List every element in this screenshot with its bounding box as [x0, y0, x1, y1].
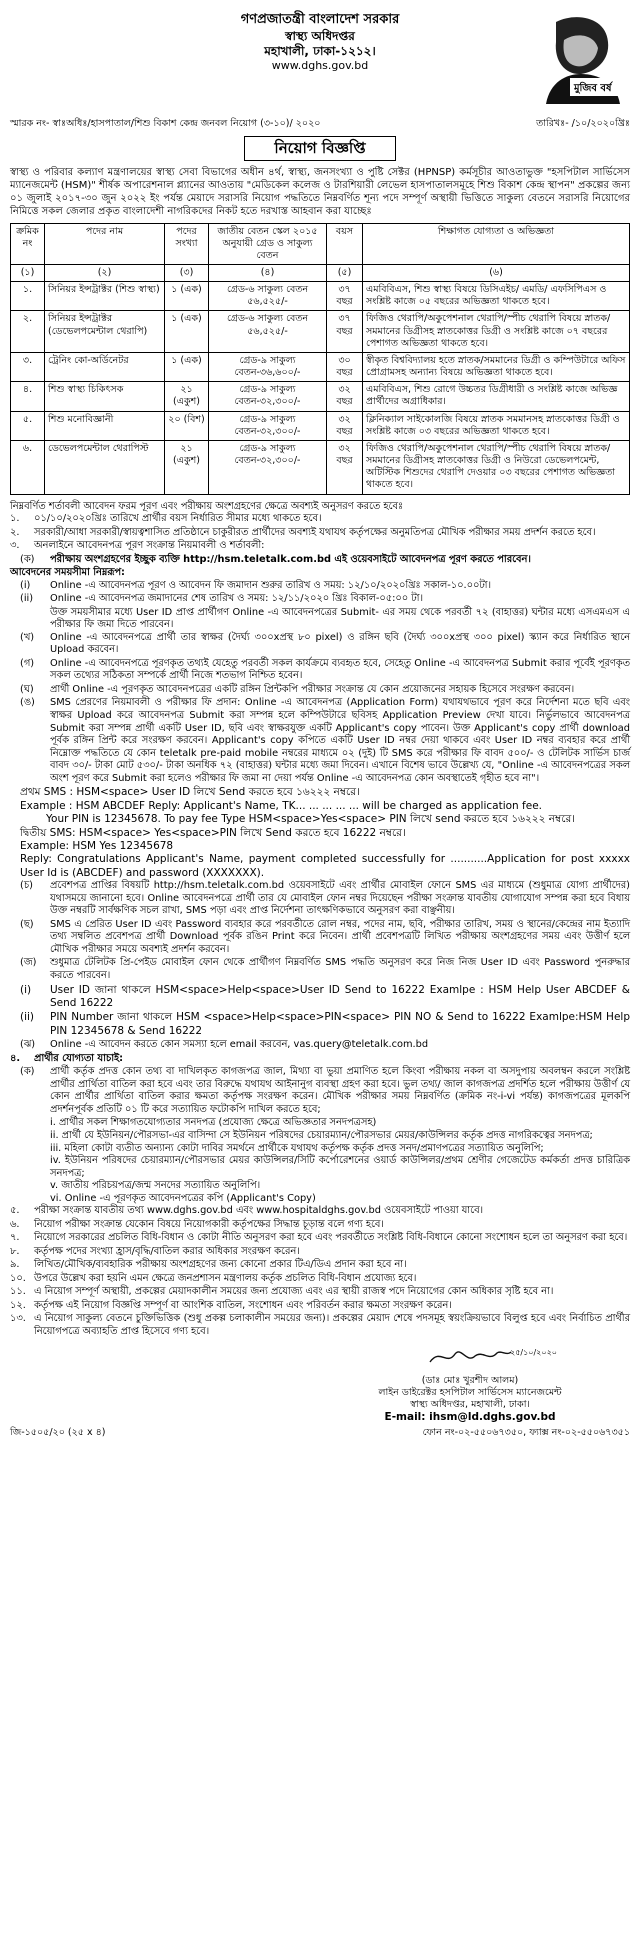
cell-age: ৩২ বছর: [327, 411, 363, 440]
col-index: (৩): [165, 265, 209, 282]
table-header-row: [11, 223, 630, 264]
cell-sl: ১.: [11, 282, 45, 311]
cell-age: ৩২ বছর: [327, 382, 363, 411]
cell-age: ৩৭ বছর: [327, 311, 363, 352]
condition-item: ১২. কর্তৃপক্ষ এই নিয়োগ বিজ্ঞপ্তি সম্পূর্ণ বা আংশিক বাতিল, সংশোধন এবং পরিবর্তন করার ক্ষমতা সংরক্ষণ করেন।: [10, 1299, 452, 1311]
condition-subitem: (চ) প্রবেশপত্র প্রাপ্তির বিষয়টি http://hsm.teletalk.com.bd ওয়েবসাইটে এবং প্রার্থীর মোবাইল ফোনে SMS এর মাধ্যমে (শুধুমাত্র যোগ্য প্রার্থীদের) যথাসময়ে জানানো হবে। Online আবেদনপত্রে প্রার্থী তার যে মোবাইল ফোন নম্বর দিয়েছেন পরীক্ষা সংক্রান্ত যাবতীয় যোগাযোগ সম্পন্ন করা হবে বিধায় উক্ত নম্বরটি সার্বক্ষণিক সচল রাখা, SMS পড়া এবং প্রাপ্ত নির্দেশনা তাৎক্ষণিকভাবে অনুসরণ করা বাঞ্ছনীয়।: [20, 880, 630, 917]
website: www.dghs.gov.bd: [271, 59, 369, 73]
signatory-name: (ডাঃ মোঃ খুরশীদ আলম): [421, 1374, 519, 1386]
condition-subitem: (ক) পরীক্ষায় অংশগ্রহণের ইচ্ছুক ব্যক্তি http://hsm.teletalk.com.bd এই ওয়েবসাইটে আবেদনপত্র পূরণ করতে পারবেন।: [20, 553, 531, 565]
logo-text: মুজিব বর্ষ: [574, 83, 612, 94]
cell-post: সিনিয়র ইন্সট্রাক্টর (ডেভেলপমেন্টাল থেরাপি): [45, 311, 165, 352]
cell-grade: গ্রেড-৬ সাকুল্য বেতন ৫৬,৫২৫/-: [209, 282, 327, 311]
col-index: (৪): [209, 265, 327, 282]
table-row: [11, 382, 630, 411]
cell-sl: ৩.: [11, 352, 45, 381]
condition-item: ২. সরকারী/আধা সরকারী/স্বায়ত্বশাসিত প্রতিষ্ঠানে চাকুরীরত প্রার্থীদের অবশ্যই যথাযথ কর্তৃপক্ষের অনুমতিপত্র মৌখিক পরীক্ষার সময় প্রদর্শন করতে হবে।: [10, 526, 596, 538]
condition-item: ৭. নিয়োগে সরকারের প্রচলিত বিধি-বিধান ও কোটা নীতি অনুসরণ করা হবে এবং পরবর্তীতে সংশ্লিষ্ট বিধি-বিধানে কোনো সংশোধন হলে তা অনুসরণ করা হবে।: [10, 1232, 628, 1244]
table-row: [11, 352, 630, 381]
cell-post: ট্রেনিং কো-অর্ডিনেটর: [45, 352, 165, 381]
sms1-pin: Your PIN is 12345678. To pay fee Type HSM<space>Yes<space> PIN লিখে send করতে হবে ১৬২২২ নম্বরে।: [46, 813, 575, 826]
schedule-title: আবেদনের সময়সীমা নিম্নরূপ:: [10, 567, 125, 579]
condition-item: ৩. অনলাইনে আবেদনপত্র পূরণ সংক্রান্ত নিয়মাবলী ও শর্তাবলী:: [10, 540, 265, 552]
cell-count: ১ (এক): [165, 282, 209, 311]
condition-subitem: (ক) প্রার্থী কর্তৃক প্রদত্ত কোন তথ্য বা দাখিলকৃত কাগজপত্র জাল, মিথ্যা বা ভুয়া প্রমাণিত হলে কিংবা পরীক্ষায় নকল বা অসদুপায় অবলম্বন করলে সংশ্লিষ্ট প্রার্থীর প্রার্থিতা বাতিল করা হবে এবং তার বিরুদ্ধে যথাযথ আইনানুগ ব্যবস্থা গ্রহণ করা হবে। ভুল তথ্য/ জাল কাগজপত্র প্রদর্শিত হলে পরীক্ষায় উত্তীর্ণ যে কোন প্রার্থীর প্রার্থিতা বাতিল করার ক্ষমতা কর্তৃপক্ষ সংরক্ষণ করেন। মৌখিক পরীক্ষার সময় নিম্নবর্ণিত (ক্রমিক নং-i-vi পর্যন্ত) কাগজপত্রের মূলকপি প্রদর্শনপূর্বক প্রতিটি ০১ টি করে সত্যায়িত ফটোকপি দাখিল করতে হবে;: [20, 1066, 630, 1115]
col-header: জাতীয় বেতন স্কেল ২০১৫ অনুযায়ী গ্রেড ও সাকুল্য বেতন: [209, 223, 327, 264]
cell-qualification: এমবিবিএস, শিশু রোগে উচ্চতর ডিগ্রীধারী ও সংশ্লিষ্ট কাজে অভিজ্ঞ প্রার্থীদের অগ্রাধিকার।: [363, 382, 630, 411]
table-index-row: [11, 265, 630, 282]
cell-grade: গ্রেড-৬ সাকুল্য বেতন ৫৬,৫২৫/-: [209, 311, 327, 352]
schedule-item: (i) Online -এ আবেদনপত্র পূরণ ও আবেদন ফি জমাদান শুরুর তারিখ ও সময়: ১২/১০/২০২০খ্রিঃ সকাল-১০.০০টা।: [20, 579, 492, 591]
cell-qualification: স্বীকৃত বিশ্ববিদ্যালয় হতে স্নাতক/সমমানের ডিগ্রী ও কম্পিউটারে অফিস প্রোগ্রামসহ অন্যান্য বিষয়ে অভিজ্ঞতা থাকতে হবে।: [363, 352, 630, 381]
cell-grade: গ্রেড-৯ সাকুল্য বেতন-৩২,৩০০/-: [209, 440, 327, 494]
notice-date: তারিখঃ- /১০/২০২০খ্রিঃ: [536, 118, 630, 129]
intro-paragraph: স্বাস্থ্য ও পরিবার কল্যাণ মন্ত্রণালয়ের স্বাস্থ্য সেবা বিভাগের অধীন ৪র্থ, স্বাস্থ্য, জনসংখ্যা ও পুষ্টি সেক্টর (HPNSP) কর্মসূচীর আওতাভুক্ত "হসপিটাল সার্ভিসেস ম্যানেজমেন্ট (HSM)" শীর্ষক অপারেশনাল প্ল্যানের আওতায় "মেডিকেল কলেজ ও টারশিয়ারী লেভেল হাসপাতালসমূহে শিশু বিকাশ কেন্দ্র স্থাপন" প্রকল্পের জন্য ০১ জুলাই ২০১৭-৩০ জুন ২০২২ ইং পর্যন্ত মেয়াদে সরাসরি নিয়োগ পদ্ধতিতে নিম্নবর্ণিত শূন্য পদে সম্পূর্ণ অস্থায়ী ভিত্তিতে সাকুল্য বেতনে সরাসরি নিয়োগের নিমিত্তে সকল জেলার প্রকৃত বাংলাদেশী নাগরিকদের নিকট হতে দরখাস্ত আহবান করা যাচ্ছেঃ: [10, 167, 630, 217]
condition-subitem: (ঙ) SMS প্রেরণের নিয়মাবলী ও পরীক্ষার ফি প্রদান: Online -এ আবেদনপত্র (Application Form) যথাযথভাবে পূরণ করে নির্দেশনা মতে ছবি এবং স্বাক্ষর Upload করে আবেদনপত্র Submit করা সম্পন্ন হলে কম্পিউটারে ছবিসহ Application Preview দেখা যাবে। নির্ভুলভাবে আবেদনপত্র Submit করা সম্পন্ন প্রার্থী একটি User ID, ছবি এবং স্বাক্ষরযুক্ত একটি Applicant's copy পাবেন। উক্ত Applicant's copy প্রার্থী download পূর্বক রঙ্গিন প্রিন্ট করে সংরক্ষণ করবেন। Applicant's copy কপিতে একটি User ID নম্বর দেয়া থাকবে এবং User ID নম্বর ব্যবহার করে প্রার্থী নিম্নোক্ত পদ্ধতিতে যে কোন teletalk pre-paid mobile নম্বরের মাধ্যমে ০২ (দুই) টি SMS করে পরীক্ষার ফি বাবদ ৫০০/- ও টেলিটক সার্ভিস চার্জ বাবদ ৩০/- টাকা মোট ৫৩০/- টাকা অনধিক ৭২ (বাহাত্তর) ঘন্টার মধ্যে জমা দিবেন। এখানে বিশেষ ভাবে উল্লেখ্য যে, "Online -এ আবেদনপত্রের সকল অংশ পূরণ করে Submit করা হলেও পরীক্ষার ফি জমা না দেয়া পর্যন্ত Online -এ আবেদনপত্র কোন অবস্থাতেই গৃহীত হবে না"।: [20, 697, 630, 784]
department-name: স্বাস্থ্য অধিদপ্তর: [285, 28, 355, 43]
condition-subitem: (ঘ) প্রার্থী Online -এ পূরণকৃত আবেদনপত্রের একটি রঙ্গিন প্রিন্টকপি পরীক্ষার সংক্রান্ত যে কোন প্রয়োজনের সহায়ক হিসেবে সংরক্ষণ করবেন।: [20, 683, 575, 695]
condition-item: ১৩. এ নিয়োগ সাকুল্য বেতনে চুক্তিভিত্তিক (শুধু প্রকল্প চলাকালীন সময়ের জন্য)। প্রকল্পের মেয়াদ শেষে পদসমূহ স্বয়ংক্রিয়ভাবে বিলুপ্ত হবে এবং নির্বাচিত প্রার্থীর নিয়োগপত্রে অব্যাহতি প্রাপ্ত হিসেবে গণ্য হবে।: [10, 1313, 630, 1337]
cell-grade: গ্রেড-৯ সাকুল্য বেতন-৩২,৩০০/-: [209, 382, 327, 411]
col-header: পদের নাম: [45, 223, 165, 264]
signatory-office: স্বাস্থ্য অধিদপ্তর, মহাখালী, ঢাকা।: [410, 1398, 530, 1410]
col-header: শিক্ষাগত যোগ্যতা ও অভিজ্ঞতা: [363, 223, 630, 264]
notice-title: নিয়োগ বিজ্ঞপ্তি: [244, 136, 396, 161]
cell-grade: গ্রেড-৯ সাকুল্য বেতন-৩২,৩০০/-: [209, 411, 327, 440]
signature-block: [310, 1344, 630, 1424]
mujib-borsho-logo-icon: [536, 12, 626, 104]
col-index: (৫): [327, 265, 363, 282]
col-index: (২): [45, 265, 165, 282]
signature-date: ২৫/১০/২০২০: [510, 1348, 557, 1358]
footer-code: জি-১৫০৫/২০ (২৫ x ৪): [10, 1426, 106, 1438]
condition-item: ৪. প্রার্থীর যোগ্যতা যাচাই:: [10, 1052, 124, 1064]
conditions-intro: নিম্নবর্ণিত শর্তাবলী আবেদন ফরম পূরণ এবং পরীক্ষায় অংশগ্রহণের ক্ষেত্রে অবশ্যই অনুসরণ করতে হবেঃ: [10, 500, 404, 512]
condition-item: ৬. নিয়োগ পরীক্ষা সংক্রান্ত যেকোন বিষয়ে নিয়োগকারী কর্তৃপক্ষের সিদ্ধান্ত চূড়ান্ত বলে গণ্য হবে।: [10, 1218, 384, 1230]
cell-qualification: ফিজিও থেরাপি/অকুপেশনাল থেরাপি/স্পীচ থেরাপি বিষয়ে স্নাতক/সমমানের ডিগ্রীসহ স্নাতকোত্তর ডিগ্রী ও সংশ্লিষ্ট কাজে ০৭ বছরের পেশাগত অভিজ্ঞতা থাকতে হবে।: [363, 311, 630, 352]
table-row: [11, 411, 630, 440]
condition-item: ৮. কর্তৃপক্ষ পদের সংখ্যা হ্রাস/বৃদ্ধি/বাতিল করার অধিকার সংরক্ষণ করেন।: [10, 1245, 300, 1257]
cell-qualification: ক্লিনিক্যাল সাইকোলজি বিষয়ে স্নাতক সমমানসহ স্নাতকোত্তর ডিগ্রী ও সংশ্লিষ্ট কাজে ০৩ বছরের অভিজ্ঞতা থাকতে হবে।: [363, 411, 630, 440]
condition-subitem: (খ) Online -এ আবেদনপত্রে প্রার্থী তার স্বাক্ষর (দৈর্ঘ্য ৩০০xপ্রস্থ ৮০ pixel) ও রঙ্গিন ছবি (দৈর্ঘ্য ৩০০xপ্রস্থ ৩০০ pixel) স্ক্যান করে নির্ধারিত স্থানে Upload করবেন।: [20, 631, 630, 656]
sms2-example: Example: HSM Yes 12345678: [20, 839, 174, 852]
conditions-section: [10, 501, 630, 1339]
cell-sl: ৪.: [11, 382, 45, 411]
col-header: বয়স: [327, 223, 363, 264]
cell-count: ১ (এক): [165, 311, 209, 352]
condition-item: ৫. পরীক্ষা সংক্রান্ত যাবতীয় তথ্য www.dghs.gov.bd এবং www.hospitaldghs.gov.bd ওয়েবসাইটে পাওয়া যাবে।: [10, 1205, 484, 1217]
footer: [10, 1427, 630, 1439]
col-index: (১): [11, 265, 45, 282]
col-header: ক্রমিক নং: [11, 223, 45, 264]
cell-grade: গ্রেড-৯ সাকুল্য বেতন-৩৬,৬০০/-: [209, 352, 327, 381]
document-list: [10, 1117, 630, 1205]
list-item: ii. প্রার্থী যে ইউনিয়ন/পৌরসভা-এর বাসিন্দা সে ইউনিয়ন পরিষদের চেয়ারম্যান/পৌরসভার মেয়র/কাউন্সিলর কর্তৃক প্রদত্ত নাগরিকত্বের সনদপত্র;: [50, 1129, 593, 1141]
recovery-item: (i) User ID জানা থাকলে HSM<space>Help<space>User ID Send to 16222 Examlpe : HSM Help User ABCDEF & Send 16222: [20, 983, 630, 1009]
cell-count: ২১ (একুশ): [165, 440, 209, 494]
cell-post: সিনিয়র ইন্সট্রাক্টর (শিশু স্বাস্থ্য): [45, 282, 165, 311]
table-row: [11, 282, 630, 311]
sms2-reply: Reply: Congratulations Applicant's Name, payment completed successfully for ...........Application for post xxxxx User Id is (ABCDEF) and password (XXXXXXX).: [20, 853, 630, 879]
condition-item: ১১. এ নিয়োগ সম্পূর্ণ অস্থায়ী, প্রকল্পের মেয়াদকালীন সময়ের জন্য প্রযোজ্য এবং এর স্থায়ী রাজস্ব পদে নিয়োগের কোন অধিকার সৃষ্টি হবে না।: [10, 1286, 554, 1298]
cell-count: ১ (এক): [165, 352, 209, 381]
sms1-example: Example : HSM ABCDEF Reply: Applicant's Name, TK... ... ... ... ... will be charged as application fee.: [20, 799, 542, 812]
list-item: iii. মহিলা কোটা ব্যতীত অন্যান্য কোটা দাবির সমর্থনে প্রার্থীকে যথাযথ কর্তৃপক্ষ কর্তৃক প্রদত্ত সনদ/প্রমাণপত্রের সত্যায়িত অনুলিপি;: [50, 1142, 544, 1154]
list-item: v. জাতীয় পরিচয়পত্র/জন্ম সনদের সত্যায়িত অনুলিপি।: [50, 1180, 261, 1192]
cell-sl: ৬.: [11, 440, 45, 494]
condition-item: ৯. লিখিত/মৌখিক/ব্যবহারিক পরীক্ষায় অংশগ্রহণের জন্য কোনো প্রকার টিএ/ডিএ প্রদান করা হবে না।: [10, 1259, 407, 1271]
signatory-email: E-mail: ihsm@ld.dghs.gov.bd: [384, 1411, 556, 1424]
govt-name: গণপ্রজাতন্ত্রী বাংলাদেশ সরকার: [240, 12, 400, 27]
condition-item: ১. ০১/১০/২০২০খ্রিঃ তারিখে প্রার্থীর বয়স নির্ধারিত সীমার মধ্যে থাকতে হবে।: [10, 513, 322, 525]
col-header: পদের সংখ্যা: [165, 223, 209, 264]
condition-subitem: (ঝ) Online -এ আবেদন করতে কোন সমস্যা হলে email করবেন, vas.query@teletalk.com.bd: [20, 1039, 429, 1051]
cell-sl: ২.: [11, 311, 45, 352]
condition-subitem: (ছ) SMS এ প্রেরিত User ID এবং Password ব্যবহার করে পরবর্তীতে রোল নম্বর, পদের নাম, ছবি, পরীক্ষার তারিখ, সময় ও স্থানের/কেন্দ্রের নাম ইত্যাদি তথ্য সম্বলিত প্রবেশপত্র প্রার্থী Download পূর্বক রঙিন Print করে নিবেন। প্রার্থী প্রবেশপত্রটি লিখিত পরীক্ষায় অংশগ্রহণের সময় এবং উত্তীর্ণ হলে মৌখিক পরীক্ষার সময়ে অবশ্যই প্রদর্শন করবেন।: [20, 918, 630, 955]
list-item: iv. ইউনিয়ন পরিষদের চেয়ারম্যান/পৌরসভার মেয়র কাউন্সিলর/সিটি কর্পোরেশনের ওয়ার্ড কাউন্সিলর/প্রথম শ্রেণীর গেজেটেড কর্মকর্তা প্রদত্ত চারিত্রিক সনদপত্র;: [50, 1155, 630, 1179]
list-item: i. প্রার্থীর সকল শিক্ষাগতযোগ্যতার সনদপত্র (প্রযোজ্য ক্ষেত্রে অভিজ্ঞতার সনদপত্রসহ): [50, 1117, 377, 1129]
table-row: [11, 440, 630, 494]
cell-age: ৩২ বছর: [327, 440, 363, 494]
cell-post: শিশু মনোবিজ্ঞানী: [45, 411, 165, 440]
sms1-label: প্রথম SMS : HSM<space> User ID লিখে Send করতে হবে ১৬২২২ নম্বরে।: [20, 786, 360, 799]
schedule-item: (ii) Online -এ আবেদনপত্র জমাদানের শেষ তারিখ ও সময়: ১২/১১/২০২০ খ্রিঃ বিকাল-০৫:০০ টা।: [20, 593, 423, 605]
condition-subitem: (জ) শুধুমাত্র টেলিটক প্রি-পেইড মোবাইল ফোন থেকে প্রার্থীগণ নিম্নবর্ণিত SMS পদ্ধতি অনুসরণ করে নিজ নিজ User ID এবং Password পুনরুদ্ধার করতে পারবেন।: [20, 957, 630, 981]
schedule-note: উক্ত সময়সীমার মধ্যে User ID প্রাপ্ত প্রার্থীগণ Online -এ আবেদনপত্রের Submit- এর সময় থেকে পরবর্তী ৭২ (বাহাত্তর) ঘন্টার মধ্যে এসএমএস এ পরীক্ষার ফি জমা দিতে পারবেন।: [50, 606, 630, 631]
signatory-designation: লাইন ডাইরেক্টর হসপিটাল সার্ভিসেস ম্যানেজমেন্ট: [378, 1386, 562, 1398]
sms2-label: দ্বিতীয় SMS: HSM<space> Yes<space>PIN লিখে Send করতে হবে 16222 নম্বরে।: [20, 826, 406, 839]
posts-table: [10, 223, 630, 495]
notice-page: [10, 0, 630, 1439]
cell-post: ডেভেলপমেন্টাল থেরাপিস্ট: [45, 440, 165, 494]
address: মহাখালী, ঢাকা-১২১২।: [264, 43, 376, 58]
condition-subitem: (গ) Online -এ আবেদনপত্রে পূরণকৃত তথ্যই যেহেতু পরবর্তী সকল কার্যক্রমে ব্যবহৃত হবে, সেহেতু Online -এ আবেদনপত্র Submit করার পূর্বেই পূরণকৃত সকল তথ্যের সঠিকতা সম্পর্কে প্রার্থী নিজে শতভাগ নিশ্চিত হবেন।: [20, 657, 630, 682]
signature-icon: [425, 1344, 515, 1370]
memo-number: স্মারক নং- স্বাঃঅধিঃ/হাসপাতাল/শিশু বিকাশ কেন্দ্র জনবল নিয়োগ (৩-১০)/ ২০২০: [10, 118, 321, 129]
recovery-item: (ii) PIN Number জানা থাকলে HSM <space>Help<space>PIN<space> PIN NO & Send to 16222 Examlpe:HSM Help PIN 12345678 & Send 16222: [20, 1011, 630, 1037]
cell-count: ২০ (বিশ): [165, 411, 209, 440]
cell-post: শিশু স্বাস্থ্য চিকিৎসক: [45, 382, 165, 411]
header: [10, 12, 630, 124]
cell-qualification: এমবিবিএস, শিশু স্বাস্থ্য বিষয়ে ডিসিএইচ/ এমডি/ এফসিপিএস ও সংশ্লিষ্ট কাজে ০৫ বছরের অভিজ্ঞতা থাকতে হবে।: [363, 282, 630, 311]
list-item: vi. Online -এ পূরণকৃত আবেদনপত্রের কপি (Applicant's Copy): [50, 1192, 316, 1204]
col-index: (৬): [363, 265, 630, 282]
cell-qualification: ফিজিও থেরাপি/অকুপেশনাল থেরাপি/স্পীচ থেরাপি বিষয়ে স্নাতক/সমমানের ডিগ্রীসহ স্নাতকোত্তর ডিগ্রী ও নিউরো ডেভেলপমেন্ট, অটিস্টিক শিশুদের থেরাপি দেওয়ার ০৩ বছরের পেশাগত অভিজ্ঞতা থাকতে হবে।: [363, 440, 630, 494]
cell-sl: ৫.: [11, 411, 45, 440]
condition-item: ১০. উপরে উল্লেখ করা হয়নি এমন ক্ষেত্রে জনপ্রশাসন মন্ত্রণালয় কর্তৃক প্রচলিত বিধি-বিধান প্রযোজ্য হবে।: [10, 1272, 417, 1284]
table-row: [11, 311, 630, 352]
cell-age: ৩০ বছর: [327, 352, 363, 381]
cell-age: ৩৭ বছর: [327, 282, 363, 311]
cell-count: ২১ (একুশ): [165, 382, 209, 411]
signatory-phone: ফোন নং-০২-৫৫০৬৭৩৫০, ফ্যাক্স নং-০২-৫৫০৬৭৩৫১: [422, 1426, 630, 1438]
